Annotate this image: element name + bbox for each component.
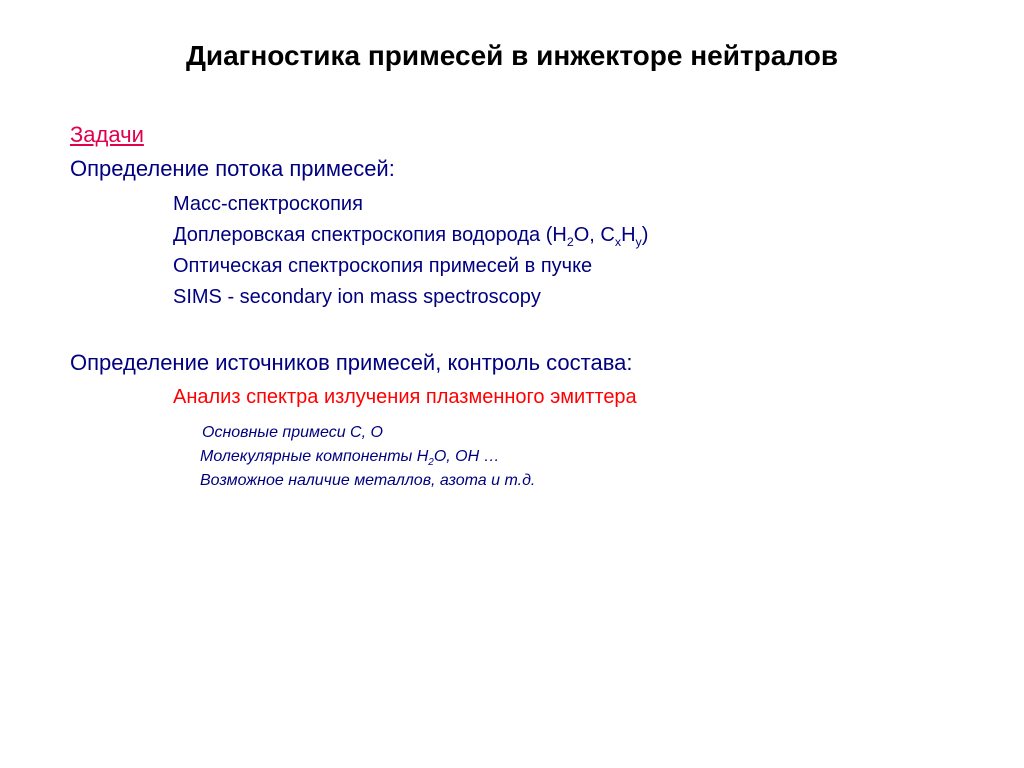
doppler-text-prefix: Доплеровская спектроскопия водорода (H [173, 224, 567, 246]
tasks-heading[interactable] [70, 122, 144, 148]
molecular-text-prefix: Молекулярные компоненты H [200, 448, 429, 465]
optical-spectroscopy-item: Оптическая спектроскопия примесей в пучке [173, 255, 593, 277]
mass-spectroscopy-item: Масс-спектроскопия [173, 193, 363, 215]
doppler-subscript-x: x [614, 235, 622, 249]
molecular-text-suffix: O, OH … [433, 448, 500, 465]
tasks-heading-link[interactable]: Задачи [70, 122, 144, 147]
doppler-spectroscopy-item [173, 224, 648, 247]
doppler-text-mid1: O, C [573, 224, 615, 246]
molecular-subscript-2: 2 [428, 457, 434, 469]
slide-title: Диагностика примесей в инжекторе нейтралов [185, 40, 839, 71]
doppler-subscript-2: 2 [566, 235, 574, 249]
metals-detail: Возможное наличие металлов, азота и т.д. [200, 472, 536, 489]
emitter-analysis-item: Анализ спектра излучения плазменного эмиттера [173, 386, 637, 408]
doppler-text-mid2: H [621, 224, 636, 246]
main-impurities-detail: Основные примеси C, O [202, 424, 383, 441]
sources-section-heading: Определение источников примесей, контроль состава: [70, 350, 633, 375]
doppler-subscript-y: y [635, 235, 642, 249]
doppler-text-suffix: ) [641, 224, 649, 246]
molecular-components-detail [200, 448, 500, 469]
flux-section-heading: Определение потока примесей: [70, 156, 395, 181]
sims-item: SIMS - secondary ion mass spectroscopy [173, 286, 541, 308]
